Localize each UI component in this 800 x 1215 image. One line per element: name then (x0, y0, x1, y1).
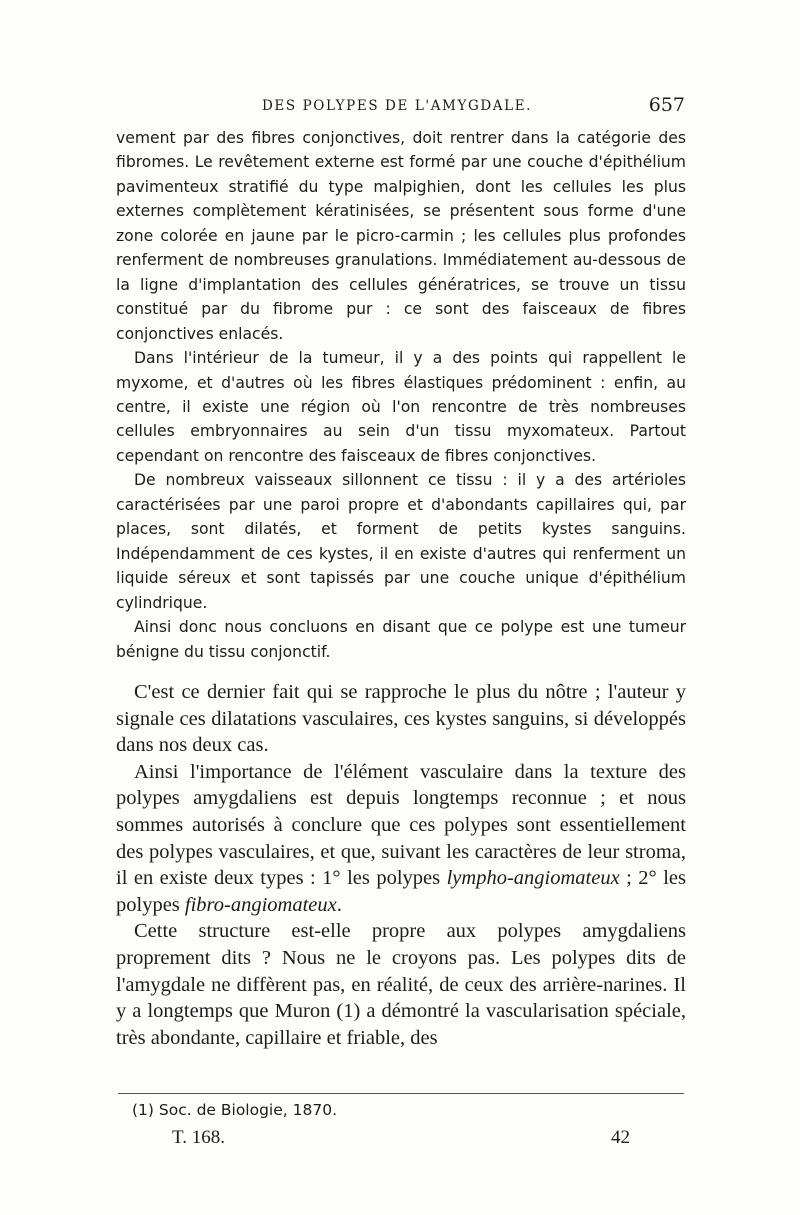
page-header (115, 94, 685, 120)
small-type-section (116, 126, 686, 664)
paragraph-types (116, 759, 686, 919)
text-run: ; 2° les polypes (116, 867, 686, 916)
paragraph: Ainsi donc nous concluons en disant que ce polype est une tumeur bénigne du tissu conjonctif. (116, 618, 686, 661)
italic-term: fibro-angiomateux (184, 893, 337, 916)
paragraph: C'est ce dernier fait qui se rapproche le plus du nôtre ; l'auteur y signale ces dilatations vasculaires, ces kystes sanguins, si développés dans nos deux cas. (116, 681, 686, 757)
text-run: Ainsi l'importance de l'élément vasculaire dans la texture des polypes amygdaliens est depuis longtemps reconnue ; et nous sommes autorisés à conclure que ces polypes sont essentiellement des polypes vasculaires, et que, suivant les caractères de leur stroma, il en existe deux types : 1° les polypes (116, 760, 686, 890)
page-number: 657 (648, 94, 685, 116)
sheet-signature: 42 (611, 1127, 630, 1148)
text-run: . (336, 893, 342, 916)
paragraph: Cette structure est-elle propre aux polypes amygdaliens proprement dits ? Nous ne le croyons pas. Les polypes dits de l'amygdale ne diffèrent pas, en réalité, de ceux des arrière-narines. Il y a longtemps que Muron (1) a démontré la vascularisation spéciale, très abondante, capillaire et friable, des (116, 920, 686, 1049)
italic-term: lympho-angiomateux (446, 867, 620, 890)
footnote-divider (118, 1093, 684, 1094)
running-title: DES POLYPES DE L'AMYGDALE. (262, 98, 533, 114)
footnote: (1) Soc. de Biologie, 1870. (132, 1101, 338, 1119)
paragraph: De nombreux vaisseaux sillonnent ce tissu : il y a des artérioles caractérisées par une paroi propre et d'abondants capillaires qui, par places, sont dilatés, et forment de petits kystes sanguins. Indépendamment de ces kystes, il en existe d'autres qui renferment un liquide séreux et sont tapissés par une couche unique d'épithélium cylindrique. (116, 471, 686, 612)
paragraph: vement par des fibres conjonctives, doit rentrer dans la catégorie des fibromes. Le revêtement externe est formé par une couche d'épithélium pavimenteux stratifié du type malpighien, dont les cellules les plus externes complètement kératinisées, se présentent sous forme d'une zone colorée en jaune par le picro-carmin ; les cellules plus profondes renferment de nombreuses granulations. Immédiatement au-dessous de la ligne d'implantation des cellules génératrices, se trouve un tissu constitué par du fibrome pur : ce sont des faisceaux de fibres conjonctives enlacés. (116, 129, 686, 343)
printer-signature-line (172, 1127, 630, 1153)
paragraph: Dans l'intérieur de la tumeur, il y a des points qui rappellent le myxome, et d'autres où les fibres élastiques prédominent : enfin, au centre, il existe une région où l'on rencontre de très nombreuses cellules embryonnaires au sein d'un tissu myxomateux. Partout cependant on rencontre des faisceaux de fibres conjonctives. (116, 349, 686, 465)
volume-mark: T. 168. (172, 1127, 225, 1148)
main-text-section (116, 679, 686, 1051)
